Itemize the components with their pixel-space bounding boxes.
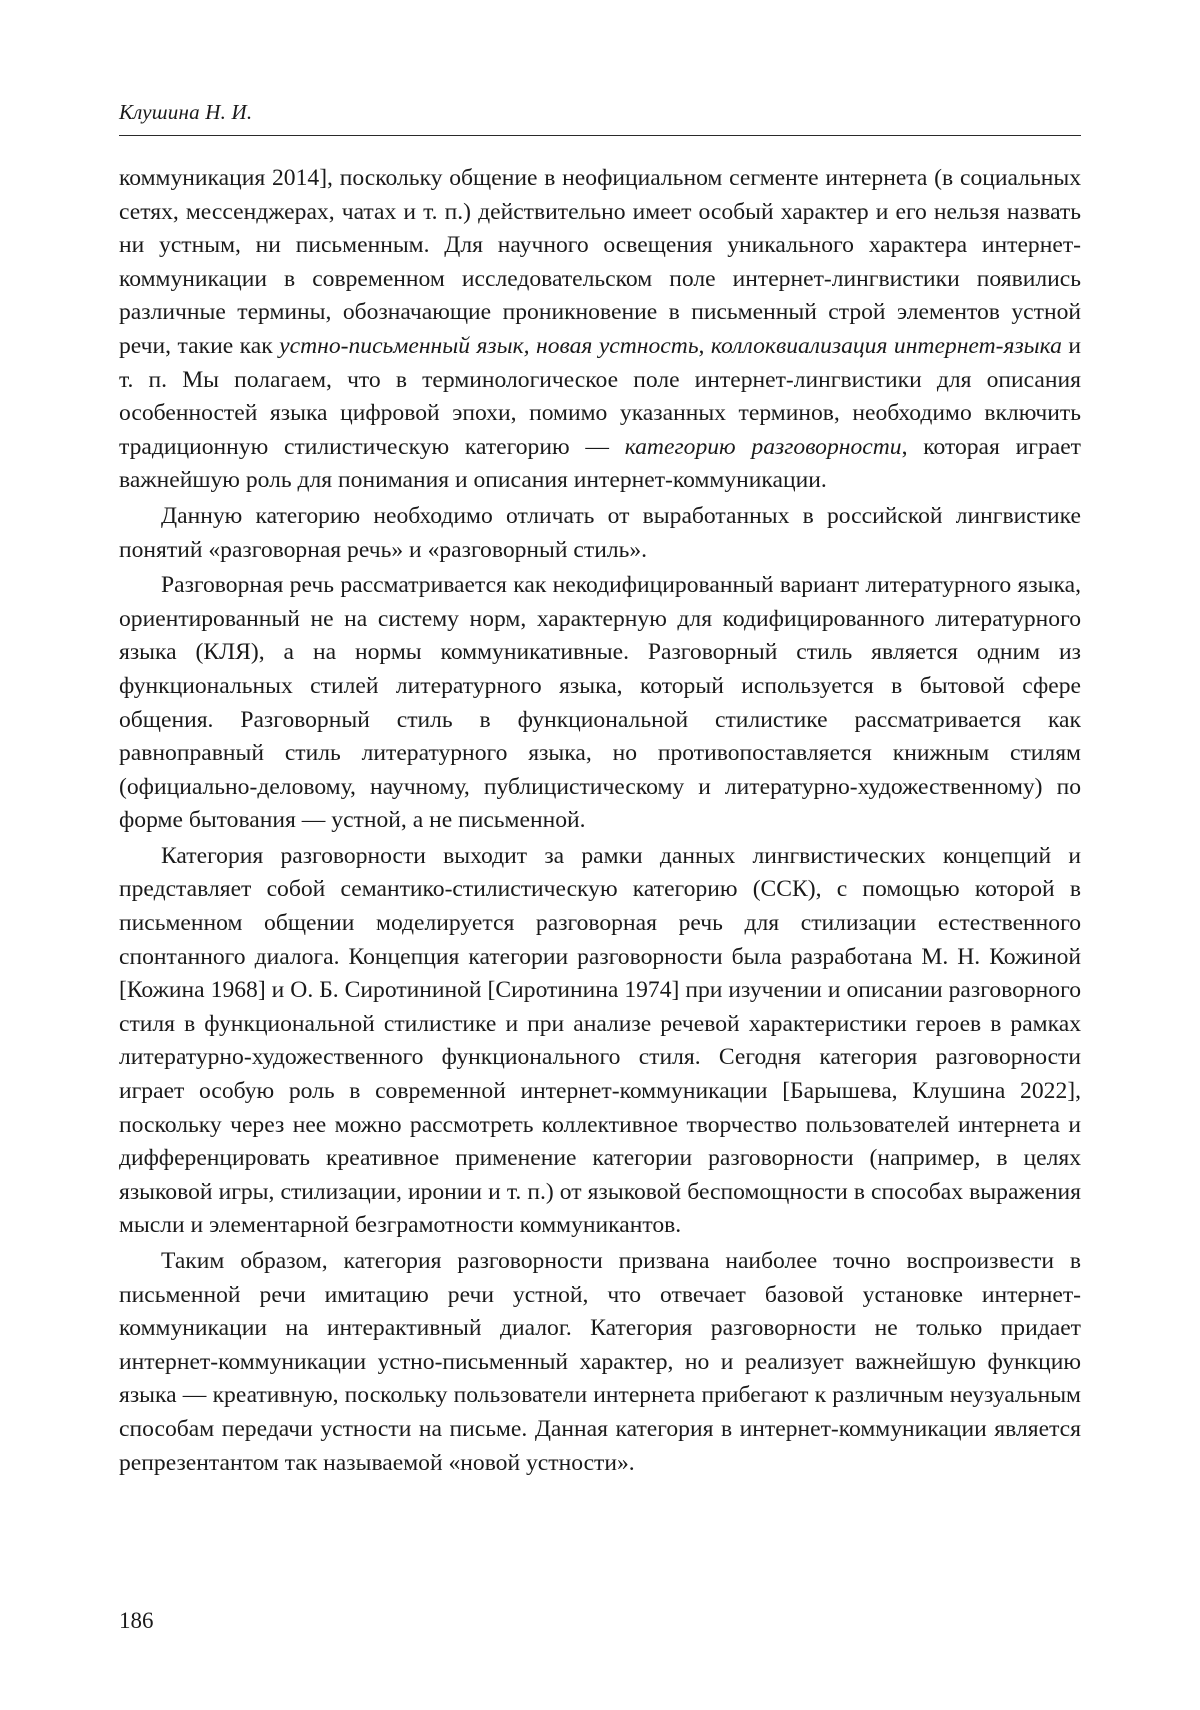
paragraph-1 [119, 162, 1081, 498]
header-rule [119, 135, 1081, 136]
paragraph-run: Разговорная речь рассматривается как некодифицированный вариант литературного языка, ориентированный не на систему норм, характерную для кодифицированного литературного языка (КЛЯ), а на нормы коммуникативные. Разговорный стиль является одним из функциональных стилей литературного языка, который используется в бытовой сфере общения. Разговорный стиль в функциональной стилистике рассматривается как равноправный стиль литературного языка, но противопоставляется книжным стилям (официально-деловому, научному, публицистическому и литературно-художественному) по форме бытования — устной, а не письменной. [119, 572, 1081, 834]
paragraph-run: Таким образом, категория разговорности призвана наиболее точно воспроизвести в письменной речи имитацию речи устной, что отвечает базовой установке интернет-коммуникации на интерактивный диалог. Категория разговорности не только придает интернет-коммуникации устно-письменный характер, но и реализует важнейшую функцию языка — креативную, поскольку пользователи интернета прибегают к различным неузуальным способам передачи устности на письме. Данная категория в интернет-коммуникации является репрезентантом так называемой «новой устности». [119, 1248, 1081, 1476]
paragraph-2 [119, 500, 1081, 567]
term-italic: категорию разговорности [624, 433, 902, 460]
paragraph-3 [119, 569, 1081, 838]
paragraph-4 [119, 840, 1081, 1243]
paragraph-run: , которая играет важнейшую роль для понимания и описания интернет-коммуникации. [119, 433, 1081, 494]
term-italic: устно-письменный язык, новая устность, коллоквиализация интернет-языка [279, 332, 1062, 359]
paragraph-run: и т. п. Мы полагаем, что в терминологическое поле интернет-лингвистики для описания особенностей языка цифровой эпохи, помимо указанных терминов, необходимо включить традиционную стилистическую категорию — [119, 332, 1081, 460]
main-text [119, 162, 1081, 1480]
page-number: 186 [119, 1608, 154, 1633]
paragraph-5 [119, 1245, 1081, 1480]
paragraph-run: Категория разговорности выходит за рамки данных лингвистических концепций и представляет собой семантико-стилистическую категорию (ССК), с помощью которой в письменном общении моделируется разговорная речь для стилизации естественного спонтанного диалога. Концепция категории разговорности была разработана М. Н. Кожиной [Кожина 1968] и О. Б. Сиротининой [Сиротинина 1974] при изучении и описании разговорного стиля в функциональной стилистике и при анализе речевой характеристики героев в рамках литературно-художественного функционального стиля. Сегодня категория разговорности играет особую роль в современной интернет-коммуникации [Барышева, Клушина 2022], поскольку через нее можно рассмотреть коллективное творчество пользователей интернета и дифференцировать креативное применение категории разговорности (например, в целях языковой игры, стилизации, иронии и т. п.) от языковой беспомощности в способах выражения мысли и элементарной безграмотности коммуникантов. [119, 842, 1081, 1239]
running-head-author: Клушина Н. И. [119, 100, 253, 124]
paragraph-run: коммуникация 2014], поскольку общение в неофициальном сегменте интернета (в социальных сетях, мессенджерах, чатах и т. п.) действительно имеет особый характер и его нельзя назвать ни устным, ни письменным. Для научного освещения уникального характера интернет-коммуникации в современном исследовательском поле интернет-лингвистики появились различные термины, обозначающие проникновение в письменный строй элементов устной речи, такие как [119, 165, 1081, 359]
paragraph-run: Данную категорию необходимо отличать от выработанных в российской лингвистике понятий «разговорная речь» и «разговорный стиль». [119, 502, 1081, 563]
